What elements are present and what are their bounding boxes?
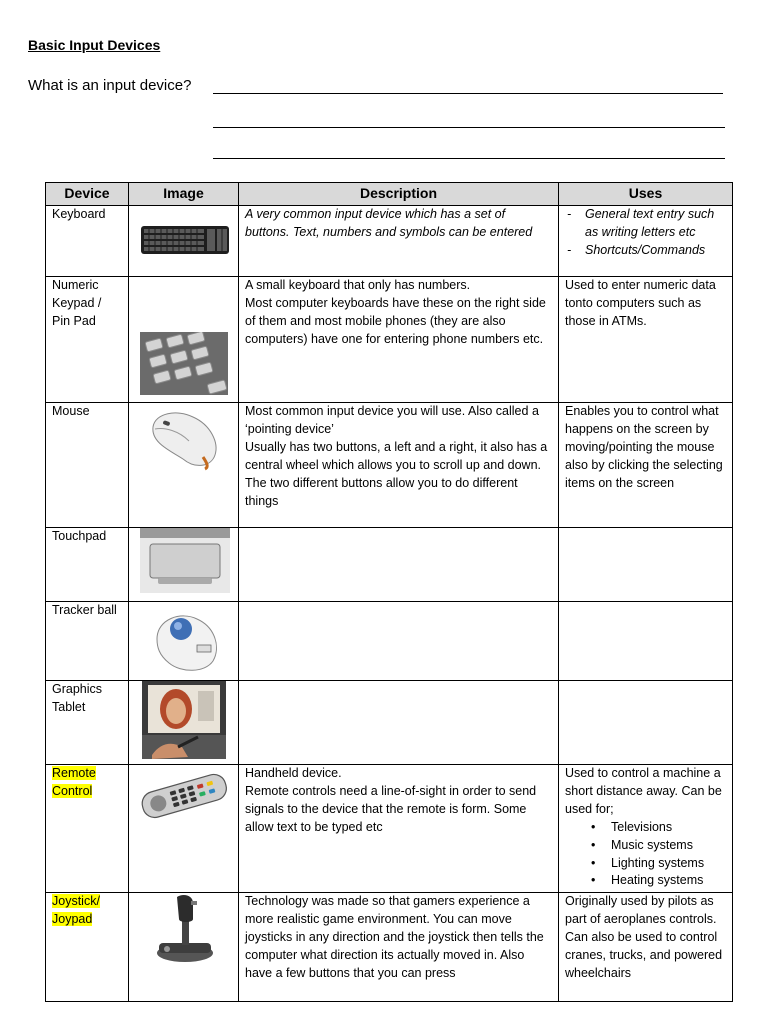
list-item: • Televisions: [565, 819, 726, 837]
column-header-description: Description: [239, 183, 559, 206]
description-text: Most common input device you will use. Also called a ‘pointing device’: [245, 404, 539, 436]
list-item: • Music systems: [565, 837, 726, 855]
device-name: Mouse: [46, 403, 129, 528]
device-uses: [559, 765, 733, 893]
device-uses: [559, 206, 733, 277]
device-uses: [559, 528, 733, 602]
mouse-photo: [145, 407, 223, 471]
input-devices-table: [45, 182, 733, 1002]
device-description: [239, 528, 559, 602]
description-text: Usually has two buttons, a left and a right, it also has a central wheel which allows you to scroll up and down. The two different buttons allow you to do different things: [245, 439, 548, 508]
table-row: [46, 206, 733, 277]
device-name: Tracker ball: [46, 602, 129, 681]
device-name: Keyboard: [46, 206, 129, 277]
uses-list: [565, 819, 726, 891]
device-uses: [559, 403, 733, 528]
description-text: A very common input device which has a set of buttons. Text, numbers and symbols can be entered: [245, 207, 533, 239]
device-description: [239, 206, 559, 277]
answer-line: [213, 158, 725, 159]
device-name: [46, 893, 129, 1002]
description-text: Technology was made so that gamers experience a more realistic game environment. You can move joysticks in any direction and the joystick then tells the computer what direction its actually moved in. Also have a few buttons that you can press: [245, 894, 544, 980]
graphics-tablet-photo: [142, 681, 226, 759]
table-row: [46, 893, 733, 1002]
device-image-cell: [129, 893, 239, 1002]
question-text: What is an input device?: [28, 77, 192, 94]
device-uses: [559, 681, 733, 765]
answer-line: [213, 127, 725, 128]
page-title: Basic Input Devices: [28, 37, 161, 53]
table-row: [46, 528, 733, 602]
list-item: - Shortcuts/Commands: [565, 242, 726, 260]
description-text: Most computer keyboards have these on the right side of them and most mobile phones (they are also computers) have one for entering phone numbers etc.: [245, 295, 546, 346]
touchpad-photo: [140, 528, 230, 593]
uses-text: Originally used by pilots as part of aeroplanes controls. Can also be used to control cranes, trucks, and powered wheelchairs: [565, 894, 723, 980]
keypad-photo: [140, 332, 228, 395]
description-text: A small keyboard that only has numbers.: [245, 278, 471, 292]
column-header-device: Device: [46, 183, 129, 206]
device-uses: [559, 277, 733, 403]
description-text: Remote controls need a line-of-sight in order to send signals to the device that the remote is form. Some allow text to be typed etc: [245, 783, 537, 834]
device-description: [239, 277, 559, 403]
device-description: [239, 403, 559, 528]
description-text: Handheld device.: [245, 766, 342, 780]
column-header-uses: Uses: [559, 183, 733, 206]
column-header-image: Image: [129, 183, 239, 206]
device-image-cell: [129, 765, 239, 893]
list-item: - General text entry such as writing letters etc: [565, 206, 726, 242]
table-row: [46, 602, 733, 681]
highlighted-device-name: Remote Control: [52, 766, 96, 798]
table-row: [46, 403, 733, 528]
device-image-cell: [129, 602, 239, 681]
uses-list: [565, 206, 726, 260]
device-image-cell: [129, 206, 239, 277]
device-name: [46, 765, 129, 893]
keyboard-photo: [140, 223, 230, 257]
joystick-photo: [153, 893, 215, 965]
device-name: Touchpad: [46, 528, 129, 602]
device-description: [239, 765, 559, 893]
uses-text: Enables you to control what happens on the screen by moving/pointing the mouse also by clicking the selecting items on the screen: [565, 404, 723, 490]
table-row: [46, 765, 733, 893]
table-row: [46, 681, 733, 765]
list-item: • Lighting systems: [565, 855, 726, 873]
device-name: Numeric Keypad / Pin Pad: [46, 277, 129, 403]
uses-text: Used to control a machine a short distance away. Can be used for;: [565, 766, 722, 816]
device-name: Graphics Tablet: [46, 681, 129, 765]
answer-line: [213, 93, 723, 94]
table-header-row: [46, 183, 733, 206]
device-image-cell: [129, 403, 239, 528]
device-description: [239, 681, 559, 765]
device-description: [239, 602, 559, 681]
highlighted-device-name: Joystick/ Joypad: [52, 894, 100, 926]
device-image-cell: [129, 528, 239, 602]
remote-control-photo: [137, 767, 231, 823]
device-uses: [559, 893, 733, 1002]
device-description: [239, 893, 559, 1002]
list-item: • Heating systems: [565, 872, 726, 890]
device-image-cell: [129, 277, 239, 403]
device-uses: [559, 602, 733, 681]
table-row: [46, 277, 733, 403]
device-image-cell: [129, 681, 239, 765]
trackball-photo: [151, 605, 223, 675]
uses-text: Used to enter numeric data tonto computers such as those in ATMs.: [565, 278, 716, 328]
